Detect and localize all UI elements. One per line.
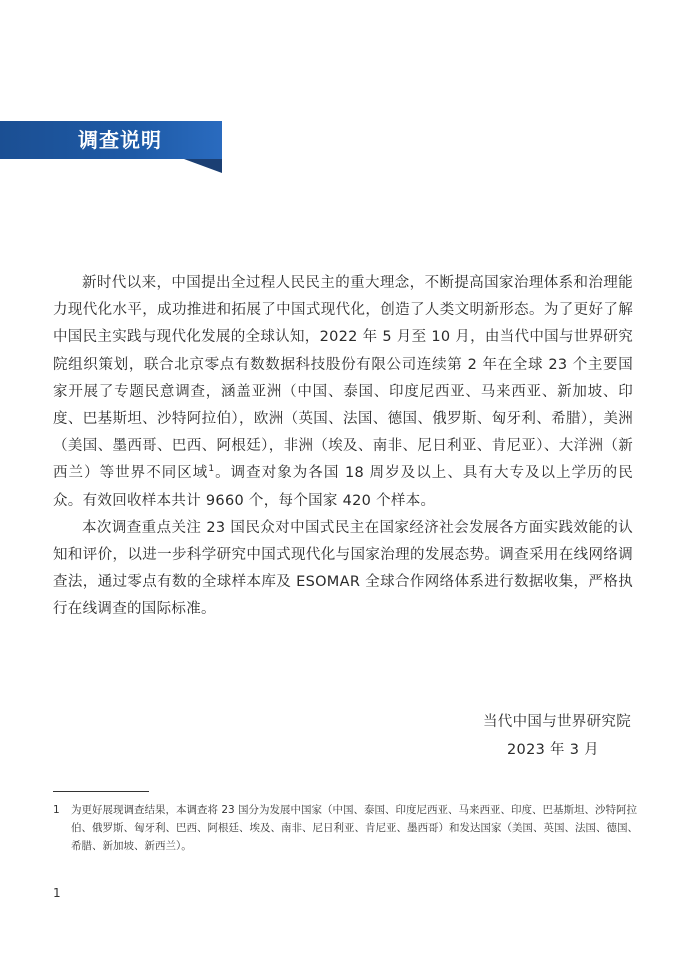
footnote-text: 为更好展现调查结果，本调查将 23 国分为发展中国家（中国、泰国、印度尼西亚、马来西亚、印度、巴基斯坦、沙特阿拉伯、俄罗斯、匈牙利、巴西、阿根廷、埃及、南非、尼日利亚、肯尼亚、墨西哥）和发达国家（美国、英国、法国、德国、希腊、新加坡、新西兰）。	[71, 804, 638, 852]
paragraph-1-text-b: 。调查对象为各国 18 周岁及以上、具有大专及以上学历的民众。有效回收样本共计 9660 个，每个国家 420 个样本。	[53, 465, 633, 509]
section-banner	[0, 121, 222, 159]
footnote	[53, 801, 643, 855]
signature-org: 当代中国与世界研究院	[483, 714, 631, 730]
signature-block	[483, 708, 631, 764]
paragraph-1-text-a: 新时代以来，中国提出全过程人民民主的重大理念，不断提高国家治理体系和治理能力现代化水平，成功推进和拓展了中国式现代化，创造了人类文明新形态。为了更好了解中国民主实践与现代化发展的全球认知，2022 年 5 月至 10 月，由当代中国与世界研究院组织策划，联合北京零点有数数据科技股份有限公司连续第 2 年在全球 23 个主要国家开展了专题民意调查，涵盖亚洲（中国、泰国、印度尼西亚、马来西亚、新加坡、印度、巴基斯坦、沙特阿拉伯），欧洲（英国、法国、德国、俄罗斯、匈牙利、希腊），美洲（美国、墨西哥、巴西、阿根廷），非洲（埃及、南非、尼日利亚、肯尼亚）、大洋洲（新西兰）等世界不同区域	[53, 275, 633, 482]
footnote-number: 1	[53, 804, 60, 816]
paragraph-2: 本次调查重点关注 23 国民众对中国式民主在国家经济社会发展各方面实践效能的认知和评价，以进一步科学研究中国式现代化与国家治理的发展态势。调查采用在线网络调查法，通过零点有数的全球样本库及 ESOMAR 全球合作网络体系进行数据收集，严格执行在线调查的国际标准。	[53, 519, 633, 618]
footnote-reference[interactable]: 1	[208, 464, 215, 475]
footnote-divider	[53, 791, 149, 792]
banner-fold-decoration	[184, 159, 222, 173]
section-title: 调查说明	[78, 128, 162, 152]
signature-date: 2023 年 3 月	[507, 742, 599, 758]
paragraph-1	[53, 270, 633, 515]
body-text	[53, 270, 633, 624]
page-number: 1	[53, 886, 61, 900]
